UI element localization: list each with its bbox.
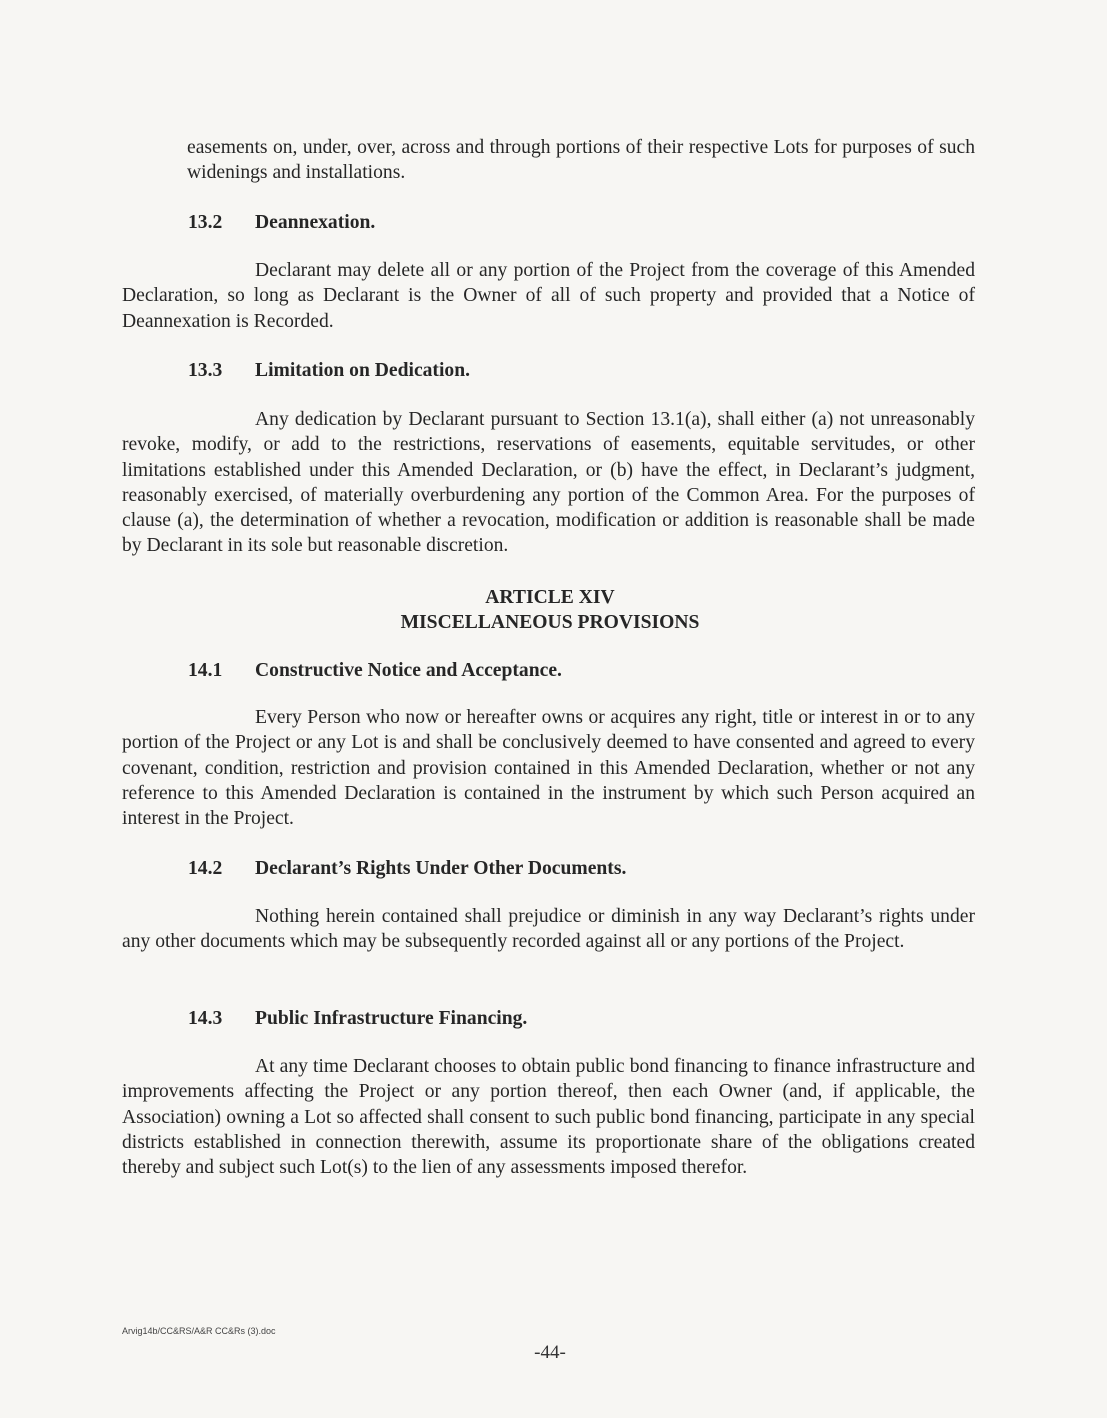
section-body-13-3: Any dedication by Declarant pursuant to Section 13.1(a), shall either (a) not unreasonably revoke, modify, or add to the restrictions, reservations of easements, equitable servitudes, or other limitations established under this Amended Declaration, or (b) have the effect, in Declarant’s judgment, reasonably exercised, of materially overburdening any portion of the Common Area. For the purposes of clause (a), the determination of whether a revocation, modification or addition is reasonable shall be made by Declarant in its sole but reasonable discretion. (122, 409, 975, 557)
footer-file-path: Arvig14b/CC&RS/A&R CC&Rs (3).doc (122, 1326, 276, 1336)
article-label: ARTICLE XIV (485, 587, 615, 608)
section-number: 14.2 (188, 858, 223, 879)
section-heading-13-3 (188, 360, 470, 382)
section-heading-14-1 (188, 660, 562, 682)
section-title: Declarant’s Rights Under Other Documents. (255, 858, 627, 879)
section-number: 13.3 (188, 360, 223, 381)
section-title: Public Infrastructure Financing. (255, 1008, 528, 1029)
section-heading-14-3 (188, 1008, 527, 1030)
section-body-14-3: At any time Declarant chooses to obtain public bond financing to finance infrastructure and improvements affecting the Project or any portion thereof, then each Owner (and, if applicable, the Association) owning a Lot so affected shall consent to such public bond financing, participate in any special districts established in connection therewith, assume its proportionate share of the obligations created thereby and subject such Lot(s) to the lien of any assessments imposed therefor. (122, 1056, 975, 1179)
article-title: MISCELLANEOUS PROVISIONS (400, 612, 700, 633)
section-body-14-1: Every Person who now or hereafter owns or acquires any right, title or interest in or to any portion of the Project or any Lot is and shall be conclusively deemed to have consented and agreed to every covenant, condition, restriction and provision contained in this Amended Declaration, whether or not any reference to this Amended Declaration is contained in the instrument by which such Person acquired an interest in the Project. (122, 707, 975, 830)
section-number: 14.3 (188, 1008, 223, 1029)
section-body-13-2: Declarant may delete all or any portion of the Project from the coverage of this Amended Declaration, so long as Declarant is the Owner of all of such property and provided that a Notice of Deannexation is Recorded. (122, 260, 975, 332)
continuation-paragraph: easements on, under, over, across and through portions of their respective Lots for purposes of such widenings and installations. (187, 137, 975, 184)
section-number: 13.2 (188, 212, 223, 233)
page-number: -44- (534, 1342, 566, 1363)
section-title: Deannexation. (255, 212, 376, 233)
section-number: 14.1 (188, 660, 223, 681)
section-body-14-2: Nothing herein contained shall prejudice or diminish in any way Declarant’s rights under any other documents which may be subsequently recorded against all or any portions of the Project. (122, 906, 975, 953)
section-title: Constructive Notice and Acceptance. (255, 660, 562, 681)
section-heading-13-2 (188, 212, 375, 234)
section-heading-14-2 (188, 858, 626, 880)
section-title: Limitation on Dedication. (255, 360, 470, 381)
